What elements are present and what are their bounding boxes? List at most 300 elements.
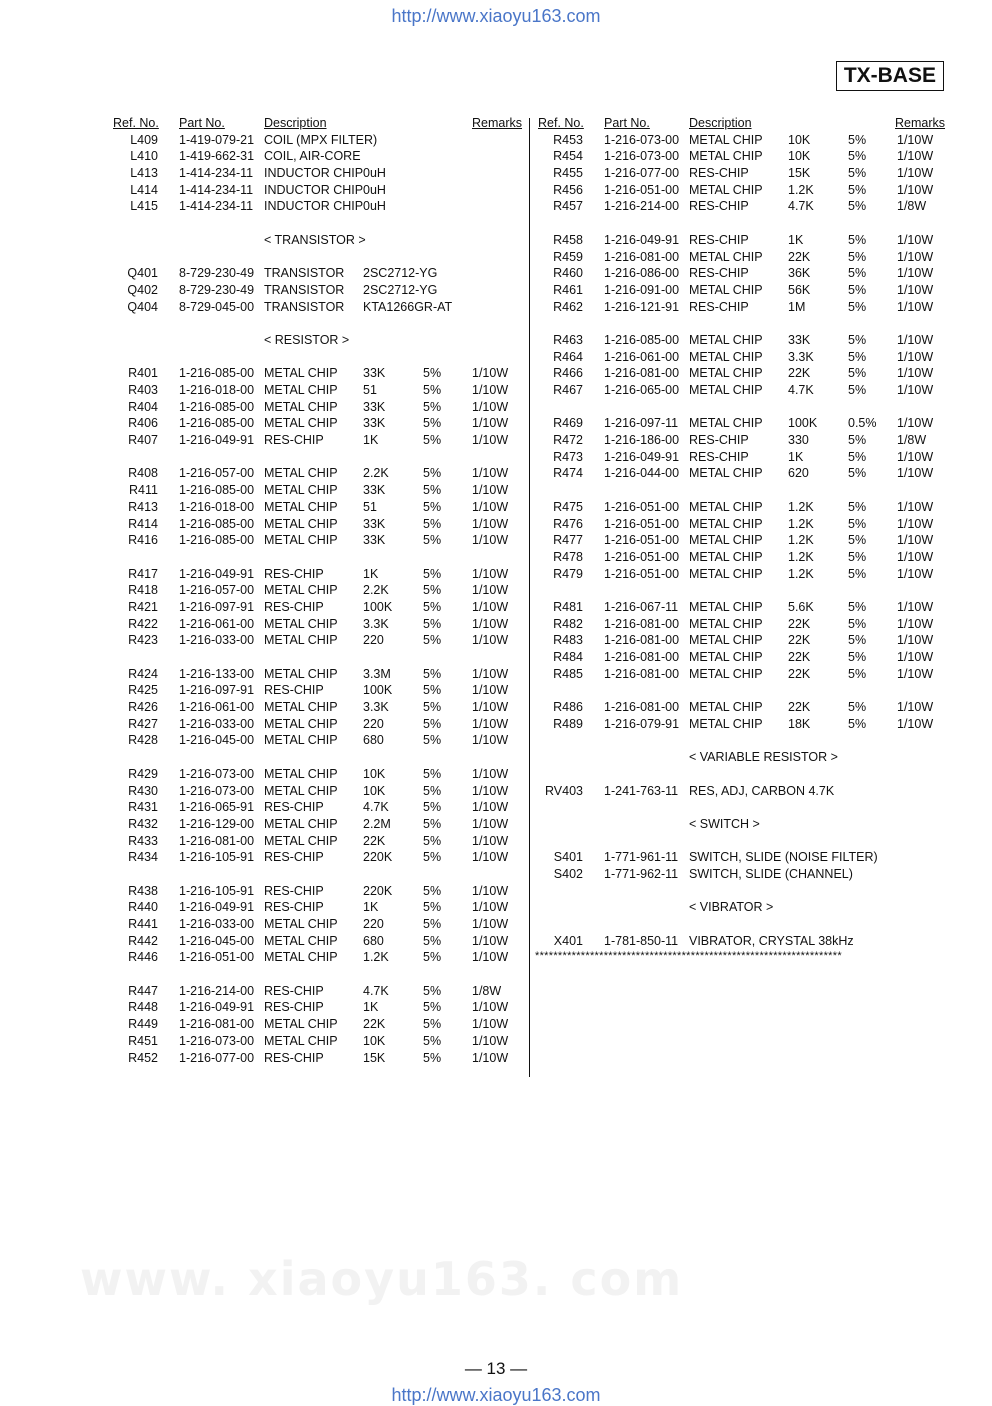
section-title: TX-BASE [836,61,944,91]
power-rating: 1/10W [472,599,509,614]
value: 1K [363,566,379,581]
ref-number: R464 [553,349,583,364]
part-row [110,700,522,717]
description: RES-CHIP [264,983,324,998]
tolerance: 5% [423,733,442,748]
value: 51 [363,499,377,514]
ref-number: R428 [128,733,158,748]
tolerance: 5% [423,1017,442,1032]
value: 2SC2712-YG [363,266,438,281]
part-row [110,834,522,851]
column-header [535,116,947,133]
description: METAL CHIP [689,499,763,514]
ref-number: R472 [553,433,583,448]
ref-number: L414 [130,182,158,197]
description: METAL CHIP [689,616,763,631]
power-rating: 1/10W [472,700,509,715]
value: 1.2K [363,950,389,965]
description: METAL CHIP [264,533,338,548]
power-rating: 1/10W [472,416,509,431]
value: 1K [788,232,804,247]
description: RES-CHIP [264,1050,324,1065]
description: METAL CHIP [689,650,763,664]
tolerance: 5% [423,933,442,948]
category-label: < RESISTOR > [264,332,350,347]
category-label: < TRANSISTOR > [264,232,366,247]
header-description: Description [689,116,752,130]
part-row [110,633,522,650]
power-rating: 1/8W [897,199,927,214]
part-number: 1-216-133-00 [179,666,255,681]
ref-number: R457 [553,199,583,214]
tolerance: 5% [848,199,867,214]
description: METAL CHIP [689,716,763,731]
power-rating: 1/10W [897,716,934,731]
part-row [535,617,947,634]
value: 33K [363,516,386,531]
header-description: Description [264,116,327,130]
ref-number: R458 [553,232,583,247]
tolerance: 5% [848,182,867,197]
ref-number: R418 [128,583,158,598]
ref-number: R474 [553,466,583,481]
description: METAL CHIP [264,583,338,598]
part-row [535,283,947,300]
power-rating: 1/10W [897,299,934,314]
part-row [535,867,947,884]
part-number: 1-781-850-11 [604,933,679,948]
power-rating: 1/10W [897,533,934,548]
ref-number: R473 [553,449,583,464]
part-number: 1-216-081-00 [604,666,680,681]
ref-number: R423 [128,633,158,648]
part-row [110,483,522,500]
power-rating: 1/10W [897,366,934,381]
description: TRANSISTOR [264,282,345,297]
value: 4.7K [788,199,814,214]
power-rating: 1/10W [897,132,934,147]
power-rating: 1/10W [472,583,509,598]
category-heading [535,750,947,767]
part-number: 1-241-763-11 [604,783,679,798]
value: 330 [788,433,809,448]
part-number: 1-216-018-00 [179,499,255,514]
description: METAL CHIP [264,933,338,948]
tolerance: 5% [848,700,867,715]
part-row [535,133,947,150]
ref-number: L409 [130,132,158,147]
tolerance: 5% [848,549,867,564]
part-row [110,1017,522,1034]
ref-number: R484 [553,650,583,664]
part-row [110,683,522,700]
part-number: 1-419-662-31 [179,149,255,164]
part-number: 1-216-057-00 [179,583,255,598]
power-rating: 1/10W [897,516,934,531]
part-number: 1-216-085-00 [179,483,255,498]
tolerance: 5% [848,132,867,147]
row-spacer [110,650,522,667]
power-rating: 1/10W [897,700,934,715]
part-row [110,533,522,550]
part-number: 1-216-049-91 [179,566,255,581]
ref-number: R466 [553,366,583,381]
description: RES-CHIP [689,266,749,281]
value: 1.2K [788,499,814,514]
part-number: 1-216-073-00 [179,766,255,781]
tolerance: 5% [423,499,442,514]
description: RES-CHIP [689,199,749,214]
row-spacer [535,400,947,417]
power-rating: 1/10W [897,349,934,364]
value: 1.2K [788,549,814,564]
ref-number: R438 [128,883,158,898]
power-rating: 1/10W [472,800,509,815]
part-number: 1-414-234-11 [179,182,254,197]
parts-column-right [535,116,947,967]
part-number: 1-216-051-00 [604,566,680,581]
row-spacer [110,450,522,467]
description: METAL CHIP [264,366,338,381]
value: 1.2K [788,533,814,548]
value: 680 [363,933,384,948]
value: 620 [788,466,809,481]
part-number: 1-216-081-00 [604,633,680,648]
part-number: 1-216-097-91 [179,683,255,698]
power-rating: 1/10W [897,282,934,297]
value: 22K [788,666,811,681]
part-row [110,784,522,801]
ref-number: R452 [128,1050,158,1065]
power-rating: 1/10W [897,149,934,164]
part-row [110,583,522,600]
tolerance: 5% [848,166,867,181]
tolerance: 5% [423,633,442,648]
header-url[interactable]: http://www.xiaoyu163.com [391,6,601,26]
value: 680 [363,733,384,748]
footer-url[interactable]: http://www.xiaoyu163.com [391,1385,601,1405]
description: VIBRATOR, CRYSTAL 38kHz [689,933,854,948]
tolerance: 5% [423,583,442,598]
power-rating: 1/10W [472,900,509,915]
header-remarks: Remarks [472,116,523,130]
part-number: 1-216-073-00 [179,1033,255,1048]
value: 33K [363,483,386,498]
category-label: < VIBRATOR > [689,900,774,915]
part-row [110,283,522,300]
part-row [535,199,947,216]
tolerance: 5% [423,683,442,698]
value: 18K [788,716,811,731]
value: 2.2M [363,816,391,831]
tolerance: 5% [848,599,867,614]
power-rating: 1/10W [472,399,509,414]
part-number: 1-216-033-00 [179,633,255,648]
description: RES-CHIP [689,449,749,464]
part-number: 1-419-079-21 [179,132,255,147]
ref-number: R475 [553,499,583,514]
part-number: 1-216-051-00 [604,499,680,514]
description: METAL CHIP [689,516,763,531]
row-spacer [535,683,947,700]
power-rating: 1/10W [897,182,934,197]
value: 3.3K [363,616,389,631]
part-number: 1-771-961-11 [604,850,679,865]
ref-number: R453 [553,132,583,147]
ref-number: R485 [553,666,583,681]
part-row [110,400,522,417]
tolerance: 5% [423,950,442,965]
part-number: 1-216-105-91 [179,850,255,865]
tolerance: 5% [423,433,442,448]
power-rating: 1/10W [472,816,509,831]
part-row [535,533,947,550]
description: METAL CHIP [264,700,338,715]
part-number: 1-216-214-00 [179,983,255,998]
ref-number: R426 [128,700,158,715]
part-row [110,366,522,383]
row-spacer [110,216,522,233]
part-number: 1-216-065-00 [604,383,680,397]
part-row [110,1034,522,1051]
value: 10K [363,783,386,798]
part-number: 1-216-085-00 [179,416,255,431]
description: METAL CHIP [264,950,338,965]
part-row [110,133,522,150]
value: 22K [363,833,386,848]
tolerance: 5% [848,149,867,164]
part-row [535,450,947,467]
ref-number: R408 [128,466,158,481]
ref-number: R454 [553,149,583,164]
power-rating: 1/8W [472,983,502,998]
ref-number: R434 [128,850,158,865]
description: METAL CHIP [264,499,338,514]
ref-number: R431 [128,800,158,815]
part-number: 8-729-230-49 [179,282,255,297]
value: 22K [788,249,811,264]
ref-number: R425 [128,683,158,698]
tolerance: 5% [423,800,442,815]
value: 51 [363,383,377,397]
part-number: 1-216-051-00 [604,549,680,564]
tolerance: 0.5% [848,416,877,431]
ref-number: R440 [128,900,158,915]
power-rating: 1/10W [897,166,934,181]
ref-number: R467 [553,383,583,397]
value: 33K [363,416,386,431]
power-rating: 1/10W [472,683,509,698]
value: 100K [788,416,818,431]
part-number: 1-216-049-91 [604,449,680,464]
description: METAL CHIP [689,700,763,715]
tolerance: 5% [848,249,867,264]
parts-list-left [110,133,522,1068]
part-row [110,950,522,967]
ref-number: L415 [130,199,158,214]
description: METAL CHIP [689,466,763,481]
description: COIL (MPX FILTER) [264,132,378,147]
power-rating: 1/10W [897,616,934,631]
tolerance: 5% [848,299,867,314]
row-spacer [535,834,947,851]
value: 4.7K [363,800,389,815]
power-rating: 1/10W [472,1000,509,1015]
power-rating: 1/10W [472,833,509,848]
value: 22K [788,633,811,648]
ref-number: R406 [128,416,158,431]
value: 33K [363,366,386,381]
part-row [535,433,947,450]
value: 100K [363,683,393,698]
part-row [110,1000,522,1017]
part-number: 1-216-073-00 [604,149,680,164]
value: 0uH [363,182,386,197]
part-row [535,183,947,200]
power-rating: 1/10W [897,416,934,431]
power-rating: 1/8W [897,433,927,448]
power-rating: 1/10W [472,566,509,581]
tolerance: 5% [423,383,442,397]
tolerance: 5% [848,383,867,397]
description: METAL CHIP [689,549,763,564]
tolerance: 5% [423,716,442,731]
value: 1.2K [788,182,814,197]
value: 3.3K [363,700,389,715]
ref-number: R463 [553,332,583,347]
part-number: 1-216-065-91 [179,800,255,815]
part-row [110,917,522,934]
row-spacer [535,483,947,500]
description: RES-CHIP [264,683,324,698]
description: RES, ADJ, CARBON 4.7K [689,783,835,798]
ref-number: Q401 [127,266,158,281]
power-rating: 1/10W [897,232,934,247]
category-label: < SWITCH > [689,816,760,831]
value: 1K [363,1000,379,1015]
tolerance: 5% [423,616,442,631]
value: 220 [363,917,384,931]
part-row [110,416,522,433]
tolerance: 5% [423,883,442,898]
description: METAL CHIP [689,282,763,297]
tolerance: 5% [848,232,867,247]
part-number: 1-216-049-91 [179,433,255,448]
ref-number: R433 [128,833,158,848]
part-number: 1-216-061-00 [179,700,255,715]
value: 3.3K [788,349,814,364]
description: METAL CHIP [689,366,763,381]
power-rating: 1/10W [472,483,509,498]
header-part: Part No. [179,116,225,130]
asterisk-separator: ******************************************************************* [535,950,842,963]
part-number: 1-216-051-00 [604,182,680,197]
part-row [110,567,522,584]
ref-number: R459 [553,249,583,264]
description: METAL CHIP [264,1017,338,1032]
description: RES-CHIP [689,299,749,314]
value: 220K [363,850,393,865]
ref-number: R424 [128,666,158,681]
part-row [535,600,947,617]
value: 3.3M [363,666,391,681]
part-row [110,466,522,483]
tolerance: 5% [423,1050,442,1065]
tolerance: 5% [423,983,442,998]
part-row [535,149,947,166]
power-rating: 1/10W [897,566,934,581]
part-number: 1-216-051-00 [604,533,680,548]
tolerance: 5% [423,1000,442,1015]
ref-number: R422 [128,616,158,631]
part-row [535,233,947,250]
value: 2.2K [363,583,389,598]
part-number: 1-216-081-00 [604,700,680,715]
description: METAL CHIP [689,599,763,614]
ref-number: Q402 [127,282,158,297]
part-row [110,300,522,317]
part-number: 1-216-085-00 [179,533,255,548]
value: 5.6K [788,599,814,614]
part-row [110,800,522,817]
part-row [110,500,522,517]
part-number: 1-216-085-00 [179,399,255,414]
tolerance: 5% [848,516,867,531]
tolerance: 5% [423,533,442,548]
part-number: 1-216-086-00 [604,266,680,281]
description: RES-CHIP [264,883,324,898]
value: 1K [363,900,379,915]
description: METAL CHIP [264,816,338,831]
part-number: 1-216-067-11 [604,599,679,614]
ref-number: R479 [553,566,583,581]
part-number: 1-216-061-00 [179,616,255,631]
ref-number: Q404 [127,299,158,314]
part-row [535,567,947,584]
tolerance: 5% [848,533,867,548]
header-part: Part No. [604,116,650,130]
part-row [110,817,522,834]
row-spacer [535,583,947,600]
power-rating: 1/10W [472,783,509,798]
row-spacer [535,800,947,817]
ref-number: L410 [130,149,158,164]
description: INDUCTOR CHIP [264,182,364,197]
power-rating: 1/10W [897,599,934,614]
ref-number: R460 [553,266,583,281]
description: METAL CHIP [264,483,338,498]
part-number: 1-216-051-00 [179,950,255,965]
header-remarks: Remarks [895,116,946,130]
part-number: 1-216-057-00 [179,466,255,481]
tolerance: 5% [848,633,867,648]
power-rating: 1/10W [472,616,509,631]
description: METAL CHIP [264,516,338,531]
description: RES-CHIP [264,800,324,815]
part-row [535,166,947,183]
description: METAL CHIP [689,349,763,364]
part-number: 1-216-044-00 [604,466,680,481]
ref-number: R462 [553,299,583,314]
description: RES-CHIP [264,433,324,448]
power-rating: 1/10W [472,666,509,681]
ref-number: R442 [128,933,158,948]
row-spacer [110,867,522,884]
part-number: 1-216-091-00 [604,282,680,297]
part-number: 1-216-051-00 [604,516,680,531]
part-row [110,183,522,200]
part-number: 1-414-234-11 [179,199,254,214]
